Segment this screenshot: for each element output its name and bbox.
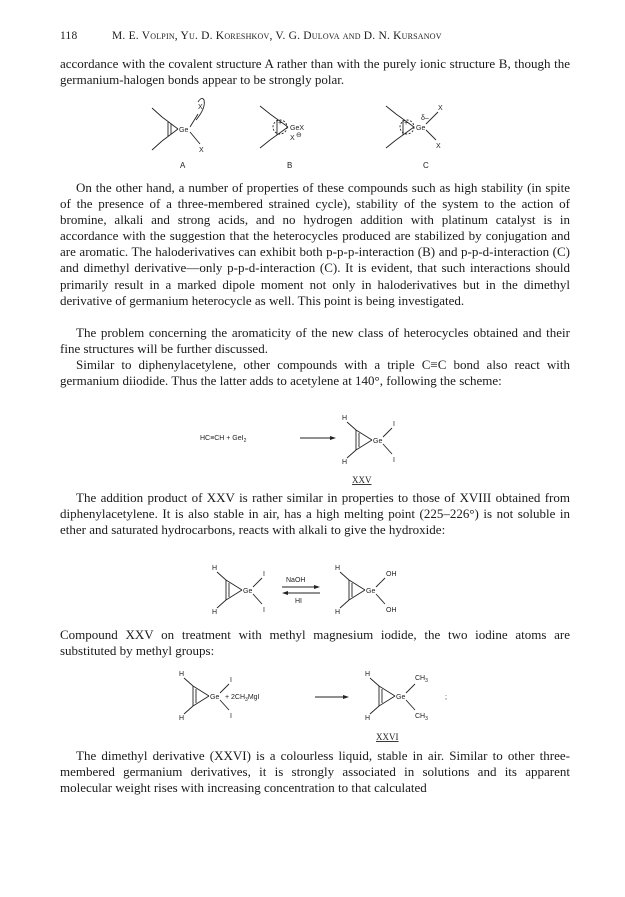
structure-b-gex: GeX: [290, 125, 305, 132]
structure-c-x-top: X: [438, 105, 443, 112]
scheme3-ge-left: Ge: [210, 694, 220, 701]
page-number: 118: [60, 30, 78, 42]
structure-c-label: C: [423, 161, 429, 170]
paragraph-4: Similar to diphenylacetylene, other compounds with a triple C≡C bond also react with germanium diiodide. Thus the latter adds to acetylene at 140°, following the scheme:: [60, 357, 570, 389]
paragraph-7: The dimethyl derivative (XXVI) is a colourless liquid, stable in air. Similar to other three-membered germanium derivatives, it is strongly associated in solutions and its apparent molecular weight rises with increasing concentration to that calculated: [60, 748, 570, 796]
scheme2-ge-right: Ge: [366, 588, 376, 595]
structure-c: [386, 105, 443, 170]
structure-b: [260, 106, 304, 170]
paragraph-6: Compound XXV on treatment with methyl magnesium iodide, the two iodine atoms are substituted by methyl groups:: [60, 627, 570, 659]
scheme-xxv-label: XXV: [352, 475, 372, 485]
paragraph-2: On the other hand, a number of properties of these compounds such as high stability (in spite of the presence of a three-membered strained cycle), stability of the system to the action of bromine, alkali and strong acids, and no hydrogen addition with platinum catalyst is in accordance with the suggestion that the heterocycles produced are stabilized by conjugation and are aromatic. The haloderivatives can exhibit both p-p-p-interaction (B) and p-p-d-interaction (C) and dimethyl derivative—only p-p-d-interaction (C). It is evident, that such interactions should primarily result in a marked dipole moment not only in haloderivatives but in the dimethyl derivative of germanium heterocycle as well. This point is being investigated.: [60, 180, 570, 308]
structure-a-label: A: [180, 161, 186, 170]
scheme3-i-top: I: [230, 677, 232, 684]
scheme3-h-top-left: H: [179, 671, 185, 678]
scheme2-reagent-naoh: NaOH: [286, 577, 306, 584]
scheme3-label: XXVI: [376, 732, 399, 742]
scheme3-methyl-bottom: $CH_3$: [415, 713, 428, 722]
scheme3-semicolon: ;: [445, 694, 447, 701]
scheme-xxv-i-bottom: I: [393, 457, 395, 464]
scheme3-ge-right: Ge: [396, 694, 406, 701]
scheme2-oh-bottom: OH: [386, 607, 397, 614]
scheme2-h-bottom-left: H: [212, 609, 218, 616]
running-authors: M. E. Volpin, Yu. D. Koreshkov, V. G. Dulova and D. N. Kursanov: [112, 30, 442, 42]
paragraph-1: accordance with the covalent structure A rather than with the purely ionic structure B, though the germanium-halogen bonds appear to be strongly polar.: [60, 56, 570, 88]
paragraph-5: The addition product of XXV is rather similar in properties to those of XVIII obtained from diphenylacetylene. It is also stable in air, has a high melting point (225–226°) is not soluble in ether and saturated hydrocarbons, reacts with alkali to give the hydroxide:: [60, 490, 570, 538]
scheme3-h-bottom-left: H: [179, 715, 185, 722]
scheme-xxv-h-top: H: [342, 415, 348, 422]
structure-b-label: B: [287, 161, 293, 170]
scheme3-i-bottom: I: [230, 713, 232, 720]
paragraph-3: The problem concerning the aromaticity of the new class of heterocycles obtained and their fine structures will be further discussed.: [60, 325, 570, 357]
scheme2-h-bottom-right: H: [335, 609, 341, 616]
scheme-xxv: [190, 408, 410, 488]
scheme3-reagent: + $2CH_3MgI$: [225, 694, 260, 703]
structure-a: [152, 98, 204, 170]
structures-abc: [140, 92, 480, 172]
scheme-hydroxide: [200, 562, 430, 622]
scheme2-oh-top: OH: [386, 571, 397, 578]
structure-b-x: X: [290, 135, 295, 142]
scheme-xxv-reactants: HC≡CH + GeI$_2$: [200, 435, 247, 444]
scheme3-h-bottom-right: H: [365, 715, 371, 722]
structure-a-x-bottom: X: [199, 147, 204, 154]
structure-a-x-top: X: [198, 104, 203, 111]
scheme-xxv-h-bottom: H: [342, 459, 348, 466]
structure-a-ge: Ge: [179, 127, 189, 134]
scheme2-i-top: I: [263, 571, 265, 578]
structure-b-minus: ⊖: [296, 132, 302, 139]
scheme2-reagent-hi: HI: [295, 598, 302, 605]
structure-c-x-bottom: X: [436, 143, 441, 150]
structure-c-ge: Ge: [416, 125, 426, 132]
structure-c-delta: δ–: [421, 115, 429, 122]
structure-c-plus: +: [404, 120, 409, 127]
scheme3-methyl-top: $CH_3$: [415, 675, 428, 684]
structure-b-plus: +: [278, 120, 283, 127]
scheme-xxvi: [175, 666, 475, 746]
scheme-xxv-ge: Ge: [373, 438, 383, 445]
scheme2-h-top-right: H: [335, 565, 341, 572]
scheme2-i-bottom: I: [263, 607, 265, 614]
scheme2-h-top-left: H: [212, 565, 218, 572]
scheme-xxv-i-top: I: [393, 421, 395, 428]
scheme3-h-top-right: H: [365, 671, 371, 678]
scheme2-ge-left: Ge: [243, 588, 253, 595]
